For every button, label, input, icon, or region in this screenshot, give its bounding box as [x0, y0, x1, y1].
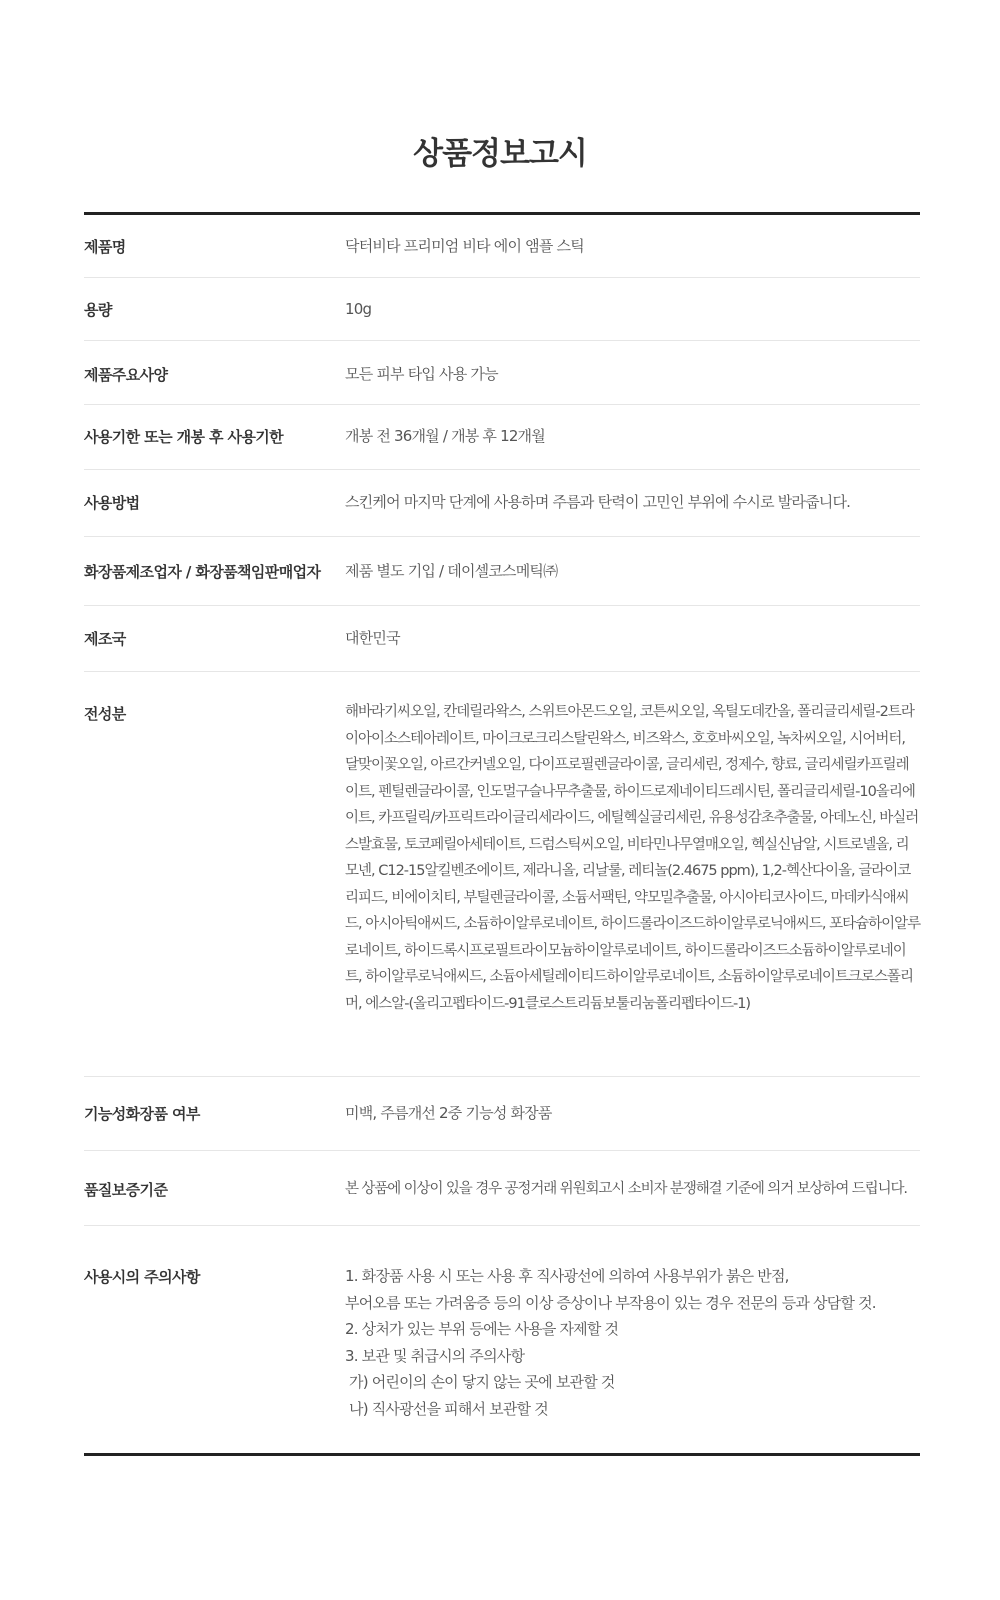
table-row-ingredients — [84, 672, 920, 1077]
row-label: 용량 — [84, 301, 112, 319]
row-label: 사용기한 또는 개봉 후 사용기한 — [84, 428, 284, 446]
table-row-capacity — [84, 278, 920, 341]
table-row-precautions — [84, 1226, 920, 1454]
table-bottom-rule — [84, 1453, 920, 1456]
row-value: 대한민국 — [345, 629, 400, 647]
table-row-quality — [84, 1151, 920, 1226]
row-label: 제품주요사양 — [84, 366, 168, 384]
row-label: 사용방법 — [84, 494, 140, 512]
row-label: 제품명 — [84, 238, 126, 256]
precaution-line: 2. 상처가 있는 부위 등에는 사용을 자제할 것 — [345, 1320, 619, 1338]
row-label: 화장품제조업자 / 화장품책임판매업자 — [84, 563, 321, 581]
row-value: 개봉 전 36개월 / 개봉 후 12개월 — [345, 427, 545, 445]
row-label: 사용시의 주의사항 — [84, 1268, 200, 1286]
row-value: 본 상품에 이상이 있을 경우 공정거래 위원회고시 소비자 분쟁해결 기준에 의거 보상하여 드립니다. — [345, 1181, 907, 1197]
table-row-country — [84, 606, 920, 672]
row-label: 기능성화장품 여부 — [84, 1105, 200, 1123]
row-value: 제품 별도 기입 / 데이셀코스메틱㈜ — [345, 562, 558, 580]
table-row-usage — [84, 470, 920, 537]
row-value: 닥터비타 프리미엄 비타 에이 앰플 스틱 — [345, 237, 584, 255]
precaution-line: 가) 어린이의 손이 닿지 않는 곳에 보관할 것 — [349, 1373, 615, 1391]
table-row-manufacturer — [84, 537, 920, 606]
row-value: 스킨케어 마지막 단계에 사용하며 주름과 탄력이 고민인 부위에 수시로 발라줍니다. — [345, 493, 851, 511]
row-value: 10g — [345, 300, 372, 318]
table-row-main-spec — [84, 341, 920, 405]
table-row-functional — [84, 1077, 920, 1151]
table-row-expiry — [84, 405, 920, 470]
row-value: 모든 피부 타입 사용 가능 — [345, 365, 498, 383]
row-value: 미백, 주름개선 2중 기능성 화장품 — [345, 1104, 552, 1122]
table-row-product-name — [84, 215, 920, 278]
row-value: 해바라기씨오일, 칸데릴라왁스, 스위트아몬드오일, 코튼씨오일, 옥틸도데칸올, 폴리글리세릴-2트라이아이소스테아레이트, 마이크로크리스탈린왁스, 비즈왁스, 호호바씨오일, 녹차씨오일, 시어버터, 달맞이꽃오일, 아르간커넬오일, 다이프로필렌글라이콜, 글리세린, 정제수, 향료, 글리세릴카프릴레이트, 펜틸렌글라이콜, 인도멀구슬나무추출물, 하이드로제네이티드레시틴, 폴리글리세릴-10올리에이트, 카프릴릭/카프릭트라이글리세라이드, 에틸헥실글리세린, 유용성감초추출물, 아데노신, 바실러스발효물, 토코페릴아세테이트, 드럼스틱씨오일, 비타민나무열매오일, 헥실신남알, 시트로넬올, 리모넨, C12-15알킬벤조에이트, 제라니올, 리날룰, 레티놀(2.4675 ppm), 1,2-헥산다이올, 글라이코리피드, 비에이치티, 부틸렌글라이콜, 소듐서팩틴, 약모밀추출물, 아시아티코사이드, 마데카식애씨드, 아시아틱애씨드, 소듐하이알루로네이트, 하이드롤라이즈드하이알루로닉애씨드, 포타슘하이알루로네이트, 하이드록시프로필트라이모늄하이알루로네이트, 하이드롤라이즈드소듐하이알루로네이트, 하이알루로닉애씨드, 소듐아세틸레이티드하이알루로네이트, 소듐하이알루로네이트크로스폴리머, 에스알-(올리고펩타이드-91클로스트리듐보툴리눔폴리펩타이드-1) — [345, 704, 921, 1012]
precaution-line: 부어오름 또는 가려움증 등의 이상 증상이나 부작용이 있는 경우 전문의 등과 상담할 것. — [345, 1293, 876, 1312]
row-value — [345, 1263, 921, 1422]
row-label: 전성분 — [84, 705, 126, 723]
precaution-line: 3. 보관 및 취급시의 주의사항 — [345, 1346, 525, 1365]
precaution-line: 나) 직사광선을 피해서 보관할 것 — [349, 1399, 548, 1418]
precaution-line: 1. 화장품 사용 시 또는 사용 후 직사광선에 의하여 사용부위가 붉은 반점, — [345, 1267, 789, 1285]
row-label: 품질보증기준 — [84, 1181, 168, 1199]
row-label: 제조국 — [84, 630, 126, 648]
page-title: 상품정보고시 — [413, 136, 587, 172]
